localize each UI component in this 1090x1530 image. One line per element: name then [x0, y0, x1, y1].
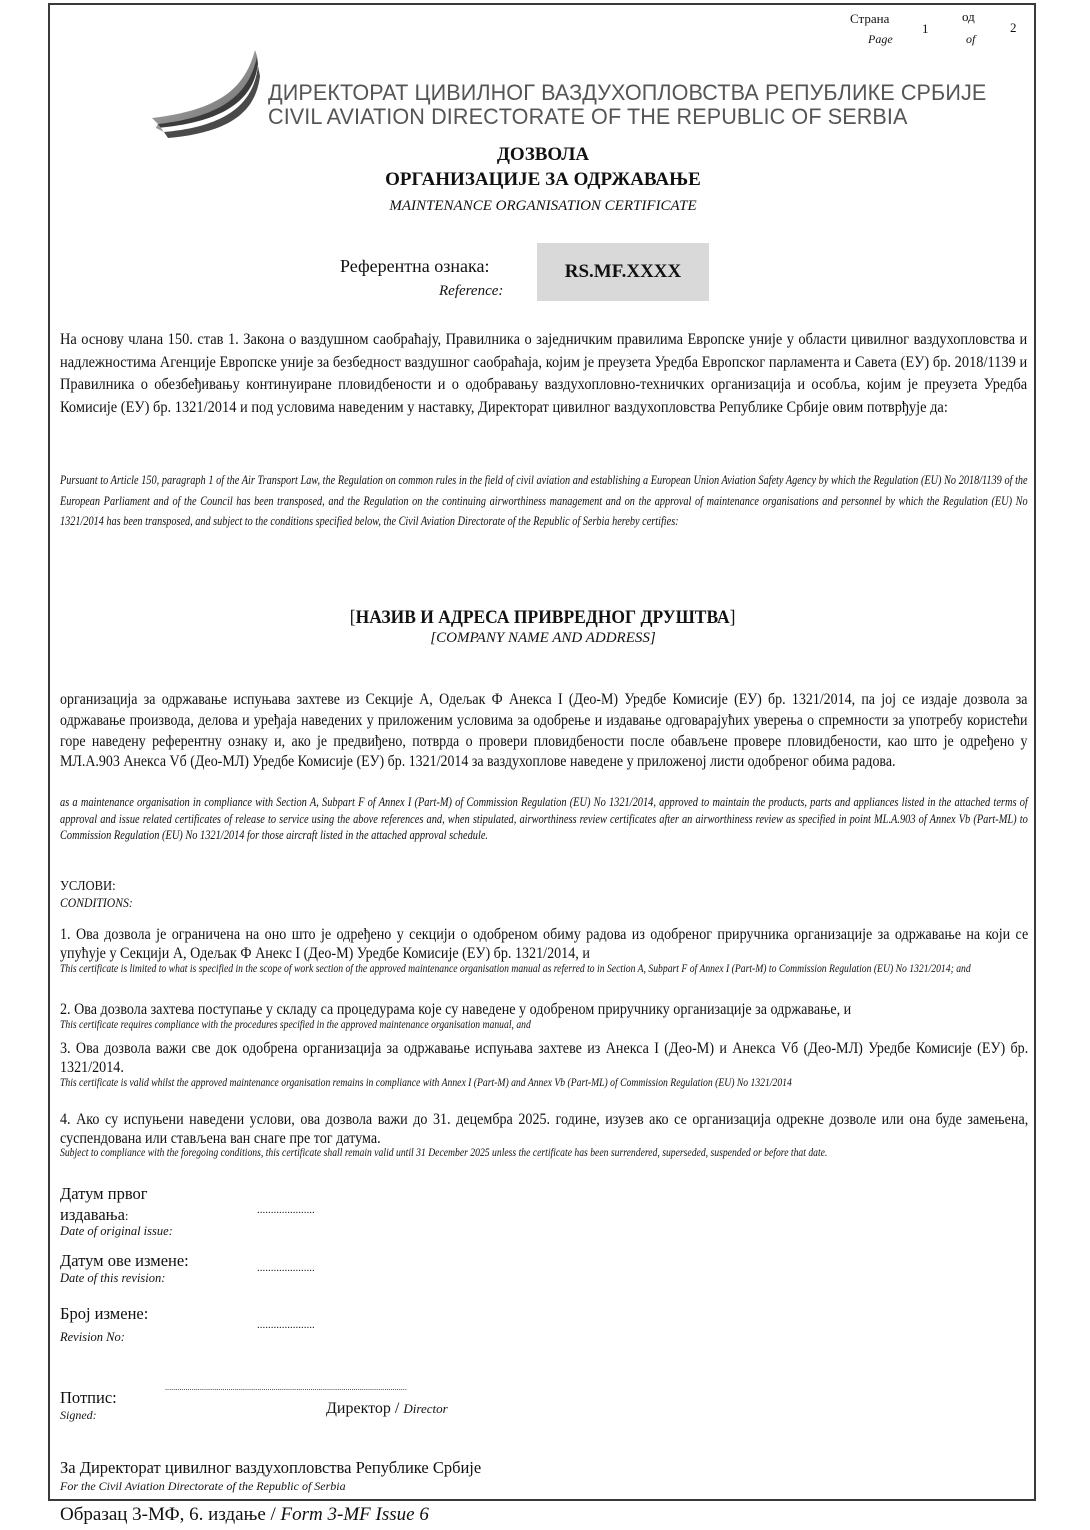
condition-1-en: This certificate is limited to what is specified in the scope of work section of the approved maintenance organisation manual as referred to in Section A, Subpart F of Annex I (Part-M) to Commission Regulation (EU) No 1321/2014; and — [60, 963, 971, 975]
role-sep: / — [390, 1400, 404, 1417]
signature-role — [326, 1400, 448, 1418]
company-name-en: [COMPANY NAME AND ADDRESS] — [430, 630, 656, 646]
issuer-sr: За Директорат цивилног ваздухопловства Републике Србије — [60, 1458, 482, 1477]
bracket-open: [ — [350, 607, 356, 628]
this-revision-label-sr: Датум ове измене: — [60, 1251, 189, 1270]
revision-no-label-en: Revision No: — [60, 1330, 125, 1344]
title-line-2: ОРГАНИЗАЦИЈЕ ЗА ОДРЖАВАЊЕ — [385, 169, 701, 190]
role-sr: Директор — [326, 1400, 391, 1417]
company-name-sr — [48, 607, 1038, 629]
condition-3-sr: 3. Ова дозвола важи све док одобрена организација за одржавање испуњава захтеве из Анекса I (Део-М) и Анекса Vб (Део-МЛ) Уредбе Комисије (ЕУ) бр. 1321/2014. — [60, 1040, 1029, 1076]
title-en: MAINTENANCE ORGANISATION CERTIFICATE — [389, 198, 697, 214]
condition-2-sr: 2. Ова дозвола захтева поступање у складу са процедурама које су наведене у одобреном приручнику организације за одржавање, и — [60, 1001, 852, 1018]
this-revision-label-en: Date of this revision: — [60, 1271, 166, 1285]
original-issue-label-en: Date of original issue: — [60, 1224, 173, 1238]
condition-2-en: This certificate requires compliance with the procedures specified in the approved maintenance organisation manual, and — [60, 1019, 531, 1031]
issuer-en: For the Civil Aviation Directorate of the Republic of Serbia — [60, 1479, 346, 1493]
of-label-en: of — [966, 32, 976, 46]
wing-logo-icon — [150, 48, 260, 140]
preamble-en: Pursuant to Article 150, paragraph 1 of the Air Transport Law, the Regulation on common rules in the field of civil aviation and establishing a European Union Aviation Safety Agency by which the Regulation (EU) No 2018/1139 of the European Parliament and of the Council has been transposed, and the Regulation on the continuing airworthiness management and on the approval of maintenance organisations and personnel by which the Regulation (EU) No 1321/2014 has been transposed, and subject to the conditions specified below, the Civil Aviation Directorate of the Republic of Serbia hereby certifies: — [60, 473, 1028, 528]
company-name-text: НАЗИВ И АДРЕСА ПРИВРЕДНОГ ДРУШТВА — [355, 607, 731, 628]
condition-1-sr: 1. Ова дозвола је ограничена на оно што је одређено у секцији о одобреном обиму радова из одобреног приручника организације за одржавање на који се упућује у Секцији А, Одељак Ф Анекс I (Део-М) Уредбе Комисије (ЕУ) бр. 1321/2014, и — [60, 926, 1029, 962]
preamble-sr: На основу члана 150. став 1. Закона о ваздушном саобраћају, Правилника о заједничким правилима Европске уније у области цивилног ваздухопловства и надлежностима Агенције Европске уније за безбедност ваздушног саобраћаја, којим је преузета Уредба Европског парламента и Савета (ЕУ) бр. 2018/1139 и Правилника о обезбеђивању континуиране пловидбености и о одобравању ваздухопловно-техничких организација и особља, којим је преузета Уредба Комисије (ЕУ) бр. 1321/2014 и под условима наведеним у наставку, Директорат цивилног ваздухопловства Републике Србије овим потврђује да: — [60, 331, 1028, 416]
signature-label-sr: Потпис: — [60, 1388, 117, 1407]
total-pages: 2 — [1010, 20, 1017, 35]
original-issue-colon: : — [124, 1208, 129, 1223]
approval-en: as a maintenance organisation in compliance with Section A, Subpart F of Annex I (Part-M) of Commission Regulation (EU) No 1321/2014, approved to maintain the products, parts and appliances listed in the attached terms of approval and issue related certificates of release to service using the above references and, when stipulated, airworthiness review certificates after an airworthiness review as specified in point ML.A.903 of Annex Vb (Part-ML) to Commission Regulation (EU) No 1321/2014 for those aircraft listed in the attached approval schedule. — [60, 795, 1028, 842]
condition-4-sr: 4. Ако су испуњени наведени услови, ова дозвола важи до 31. децембра 2025. године, изузев ако се организација одрекне дозволе или она буде замењена, суспендована или стављена ван снаге пре тог датума. — [60, 1111, 1029, 1147]
page-number: 1 — [922, 21, 929, 36]
form-sr: Образац 3-МФ, 6. издање — [60, 1504, 266, 1525]
org-name-en: CIVIL AVIATION DIRECTORATE OF THE REPUBLIC OF SERBIA — [268, 104, 908, 129]
reference-label-en: Reference: — [439, 283, 504, 299]
revision-no-value[interactable]: ..................... — [257, 1319, 315, 1331]
page-label-sr: Страна — [850, 11, 890, 26]
role-en: Director — [403, 1401, 448, 1416]
title-line-1: ДОЗВОЛА — [496, 144, 590, 165]
bracket-close: ] — [730, 607, 736, 628]
page-label-en: Page — [868, 32, 893, 46]
signature-label-en: Signed: — [60, 1408, 97, 1422]
condition-3-en: This certificate is valid whilst the approved maintenance organisation remains in compliance with Annex I (Part-M) and Annex Vb (Part-ML) of Commission Regulation (EU) No 1321/2014 — [60, 1077, 792, 1089]
original-issue-label-sr-1: Датум првог — [60, 1184, 148, 1203]
org-name-sr: ДИРЕКТОРАТ ЦИВИЛНОГ ВАЗДУХОПЛОВСТВА РЕПУБЛИКЕ СРБИЈЕ — [268, 80, 987, 105]
original-issue-label-sr-2: издавања — [60, 1205, 125, 1224]
this-revision-value[interactable]: ..................... — [257, 1262, 315, 1274]
conditions-heading-sr: УСЛОВИ: — [60, 879, 116, 894]
signature-line[interactable]: ...................................................................................................................... — [165, 1383, 407, 1392]
of-label-sr: од — [962, 9, 975, 24]
approval-sr: организација за одржавање испуњава захтеве из Секције А, Одељак Ф Анекса I (Део-М) Уредбе Комисије (ЕУ) бр. 1321/2014, па јој се издаје дозвола за одржавање производа, делова и уређаја наведених у приложеним условима за одобрење и издавање одговарајућих уверења о спремности за употребу користећи горе наведену референтну ознаку и, ако је предвиђено, потврда о провери пловидбености после обављене провере пловидбености, као што је одређено у МЛ.А.903 Анекса Vб (Део-МЛ) Уредбе Комисије (ЕУ) бр. 1321/2014 за ваздухоплове наведене у приложеној листи одобреног обима радова. — [60, 691, 1028, 771]
conditions-heading-en: CONDITIONS: — [60, 895, 133, 910]
original-issue-value[interactable]: ..................... — [257, 1204, 315, 1216]
form-sep: / — [265, 1504, 281, 1525]
condition-4-en: Subject to compliance with the foregoing conditions, this certificate shall remain valid until 31 December 2025 unless the certificate has been surrendered, superseded, suspended or before that date. — [60, 1147, 828, 1159]
form-footer — [60, 1504, 429, 1526]
reference-value: RS.MF.XXXX — [537, 243, 709, 301]
reference-label-sr: Референтна ознака: — [340, 256, 490, 276]
form-en: Form 3-MF Issue 6 — [280, 1504, 429, 1525]
revision-no-label-sr: Број измене: — [60, 1304, 149, 1323]
